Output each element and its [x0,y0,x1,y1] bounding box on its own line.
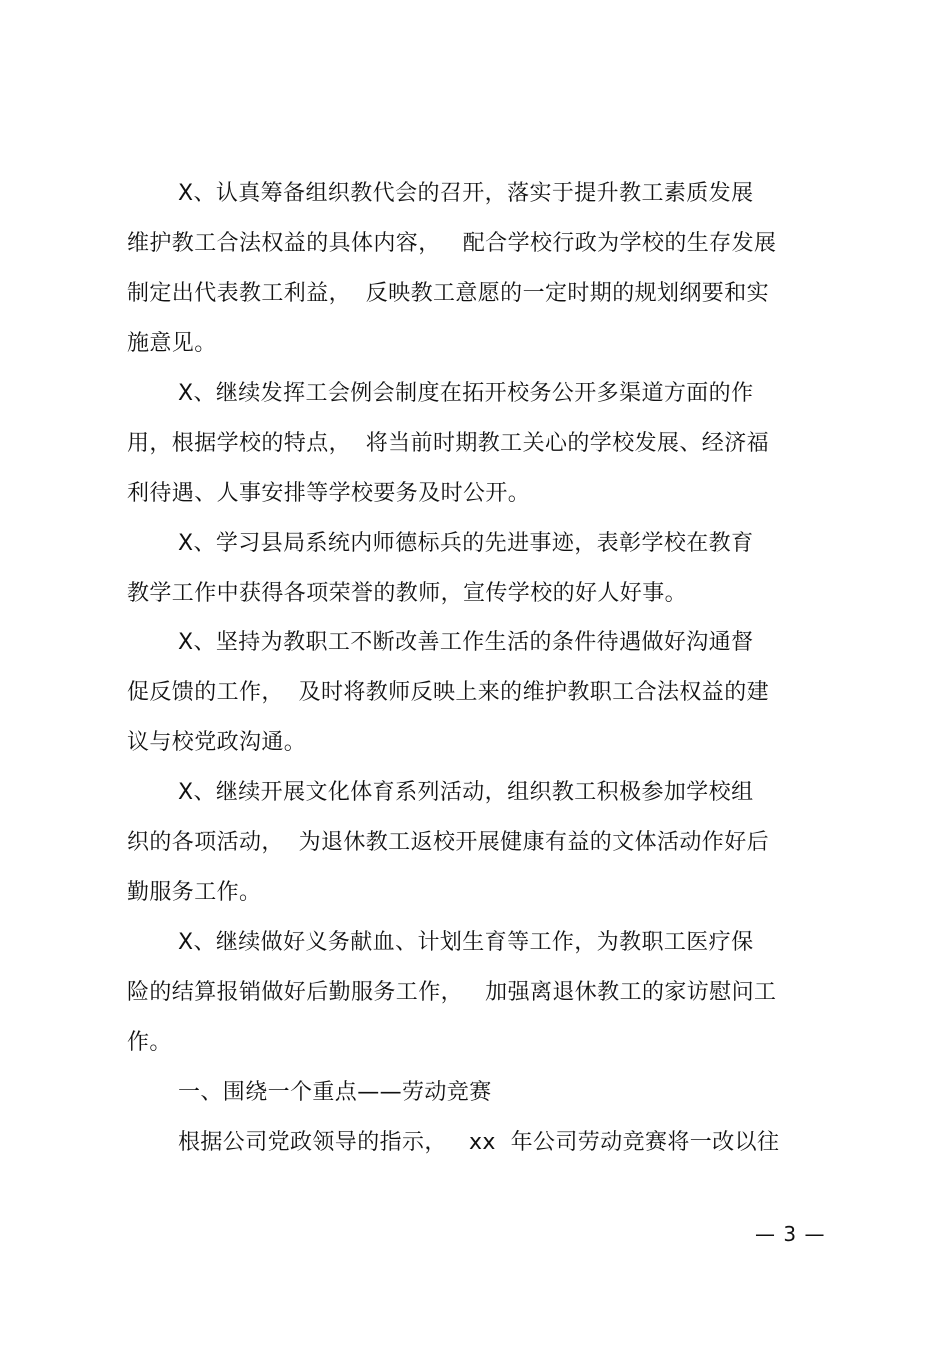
paragraph-5-line-3: 勤服务工作。 [127,880,262,905]
section-heading: 一、围绕一个重点——劳动竞赛 [178,1080,492,1105]
paragraph-1-line-4: 施意见。 [127,331,217,356]
paragraph-5-line-1: X、继续开展文化体育系列活动，组织教工积极参加学校组 [178,780,754,805]
paragraph-1-line-1: X、认真筹备组织教代会的召开，落实于提升教工素质发展 [178,181,754,206]
paragraph-2-line-3: 利待遇、人事安排等学校要务及时公开。 [127,481,531,506]
paragraph-5-line-2: 织的各项活动， 为退休教工返校开展健康有益的文体活动作好后 [127,830,769,855]
paragraph-2-line-1: X、继续发挥工会例会制度在拓开校务公开多渠道方面的作 [178,381,754,406]
paragraph-7-line-1: 根据公司党政领导的指示， xx 年公司劳动竞赛将一改以往 [178,1130,780,1155]
paragraph-3-line-1: X、学习县局系统内师德标兵的先进事迹，表彰学校在教育 [178,531,754,556]
paragraph-6-line-1: X、继续做好义务献血、计划生育等工作，为教职工医疗保 [178,930,754,955]
paragraph-2-line-2: 用，根据学校的特点， 将当前时期教工关心的学校发展、经济福 [127,431,769,456]
paragraph-3-line-2: 教学工作中获得各项荣誉的教师，宣传学校的好人好事。 [127,581,688,606]
page-number: — 3 — [755,1222,826,1246]
paragraph-1-line-2: 维护教工合法权益的具体内容， 配合学校行政为学校的生存发展 [127,231,777,256]
paragraph-6-line-3: 作。 [127,1030,172,1055]
paragraph-4-line-1: X、坚持为教职工不断改善工作生活的条件待遇做好沟通督 [178,630,754,655]
paragraph-4-line-2: 促反馈的工作， 及时将教师反映上来的维护教职工合法权益的建 [127,680,769,705]
paragraph-6-line-2: 险的结算报销做好后勤服务工作， 加强离退休教工的家访慰问工 [127,980,777,1005]
paragraph-1-line-3: 制定出代表教工利益， 反映教工意愿的一定时期的规划纲要和实 [127,281,769,306]
paragraph-4-line-3: 议与校党政沟通。 [127,730,307,755]
